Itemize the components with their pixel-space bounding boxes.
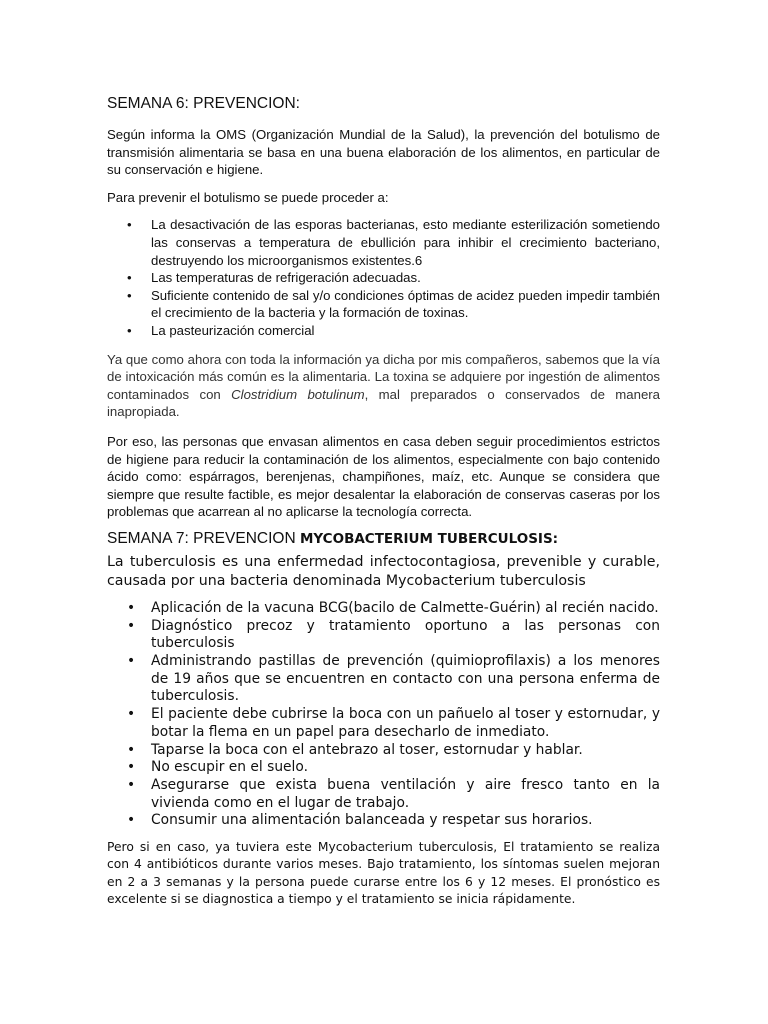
paragraph-toxin-italic: Clostridium botulinum <box>231 386 365 402</box>
section-semana-7 <box>107 529 660 908</box>
bullet-icon: • <box>127 776 136 793</box>
paragraph-oms-intro: Según informa la OMS (Organización Mundial de la Salud), la prevención del botulismo de transmisión alimentaria se basa en una buena elaboración de los alimentos, en particular de su conservación e higiene. <box>107 127 660 178</box>
list-botulism-prevention <box>107 216 660 339</box>
list-item <box>107 653 660 706</box>
list-item <box>107 812 660 830</box>
bullet-icon: • <box>127 617 136 634</box>
list-tb-prevention <box>107 600 660 830</box>
list-item <box>107 269 660 287</box>
bullet-icon: • <box>127 759 136 776</box>
bullet-icon: • <box>127 599 136 616</box>
paragraph-toxin-end: , mal preparados o conservados de manera inapropiada. <box>107 386 661 420</box>
bullet-icon: • <box>127 217 132 233</box>
list-item-text: No escupir en el suelo. <box>151 759 308 776</box>
list-item-text: La pasteurización comercial <box>151 322 315 338</box>
list-item-text: Consumir una alimentación balanceada y respetar sus horarios. <box>151 812 593 829</box>
list-item-text: La desactivación de las esporas bacterianas, esto mediante esterilización sometiendo las conservas a temperatura de ebullición para inhibir el crecimiento bacteriano, destruyendo los microorganismos existentes.6 <box>151 217 660 268</box>
list-item-text: Las temperaturas de refrigeración adecuadas. <box>151 270 421 286</box>
bullet-icon: • <box>127 812 136 829</box>
bullet-icon: • <box>127 270 132 286</box>
section-semana-6 <box>107 94 660 521</box>
list-item <box>107 322 660 340</box>
paragraph-tb-treatment: Pero si en caso, ya tuviera este Mycobacterium tuberculosis, El tratamiento se realiza con 4 antibióticos durante varios meses. Bajo tratamiento, los síntomas suelen mejoran en 2 a 3 semanas y la persona puede curarse entre los 6 y 12 meses. El pronóstico es excelente si se diagnostica a tiempo y el tratamiento se inicia rápidamente. <box>107 840 660 906</box>
list-item <box>107 618 660 653</box>
list-item <box>107 777 660 812</box>
heading-semana-7-text: SEMANA 7: PREVENCION <box>107 529 300 547</box>
paragraph-home-canning: Por eso, las personas que envasan alimentos en casa deben seguir procedimientos estrictos de higiene para reducir la contaminación de los alimentos, especialmente con bajo contenido ácido como: espárragos, berenjenas, champiñones, maíz, etc. Aunque se considera que siempre que resulte factible, es mejor desalentar la elaboración de conservas caseras por los problemas que acarrean al no aplicarse la tecnología correcta. <box>107 433 660 520</box>
list-item <box>107 287 660 322</box>
list-item <box>107 759 660 777</box>
bullet-icon: • <box>127 706 136 723</box>
list-item-text: Diagnóstico precoz y tratamiento oportuno a las personas con tuberculosis <box>151 617 660 652</box>
bullet-icon: • <box>127 322 132 338</box>
heading-semana-7 <box>107 529 660 549</box>
list-item-text: Administrando pastillas de prevención (quimioprofilaxis) a los menores de 19 años que se encuentren en contacto con una persona enferma de tuberculosis. <box>151 652 660 705</box>
bullet-icon: • <box>127 741 136 758</box>
list-item <box>107 706 660 741</box>
heading-semana-7-bold: MYCOBACTERIUM TUBERCULOSIS: <box>299 530 559 547</box>
list-item <box>107 600 660 618</box>
list-item <box>107 742 660 760</box>
paragraph-list-lead: Para prevenir el botulismo se puede proceder a: <box>107 189 389 205</box>
bullet-icon: • <box>127 652 136 669</box>
paragraph-tb-intro: La tuberculosis es una enfermedad infectocontagiosa, prevenible y curable, causada por una bacteria denominada Mycobacterium tuberculosis <box>107 553 660 589</box>
paragraph-toxin <box>107 351 660 421</box>
list-item-text: Suficiente contenido de sal y/o condiciones óptimas de acidez pueden impedir también el crecimiento de la bacteria y la formación de toxinas. <box>151 287 660 321</box>
heading-semana-6: SEMANA 6: PREVENCION: <box>107 95 300 112</box>
paragraph-toxin-text: Ya que como ahora con toda la información ya dicha por mis compañeros, sabemos que la vía de intoxicación más común es la alimentaria. La toxina se adquiere por ingestión de alimentos contaminados con <box>107 351 660 402</box>
bullet-icon: • <box>127 287 132 303</box>
list-item <box>107 216 660 269</box>
list-item-text: El paciente debe cubrirse la boca con un pañuelo al toser y estornudar, y botar la flema en un papel para desecharlo de inmediato. <box>151 706 660 740</box>
list-item-text: Aplicación de la vacuna BCG(bacilo de Calmette-Guérin) al recién nacido. <box>151 599 659 616</box>
document-page <box>107 90 660 908</box>
list-item-text: Taparse la boca con el antebrazo al toser, estornudar y hablar. <box>151 741 583 758</box>
list-item-text: Asegurarse que exista buena ventilación y aire fresco tanto en la vivienda como en el lugar de trabajo. <box>151 776 660 811</box>
